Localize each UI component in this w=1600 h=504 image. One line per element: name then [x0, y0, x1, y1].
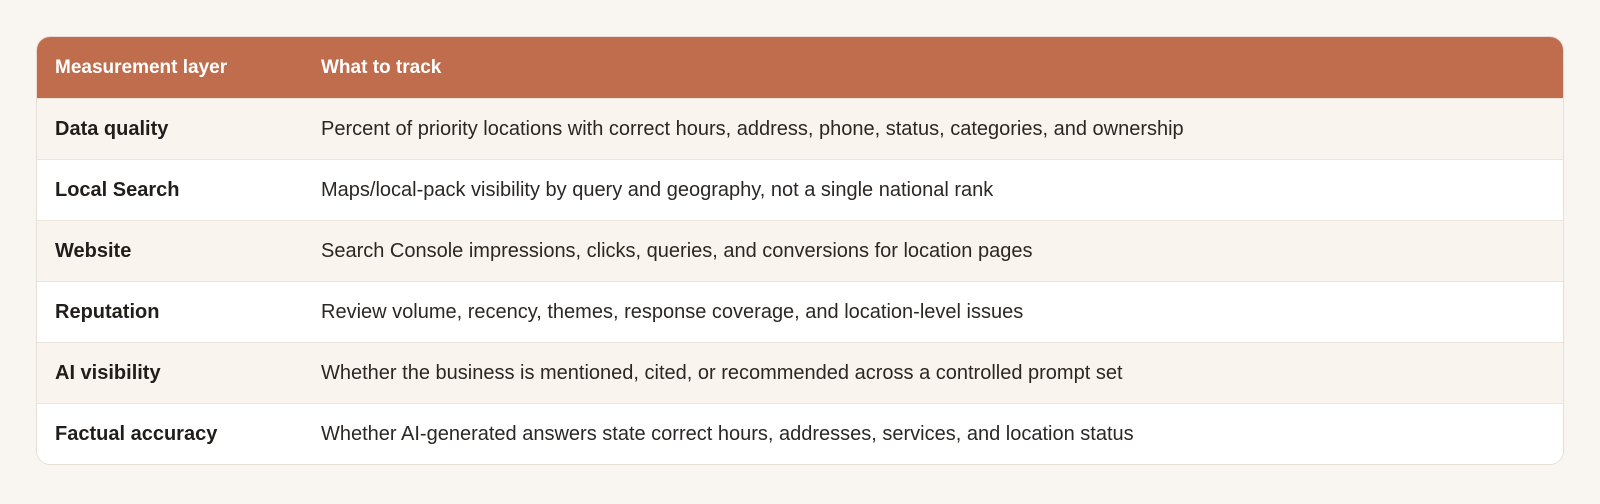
row-track-text: Search Console impressions, clicks, queries, and conversions for location pages	[321, 239, 1033, 262]
row-track-text: Whether the business is mentioned, cited, or recommended across a controlled prompt set	[321, 361, 1123, 384]
row-layer-label: Website	[55, 239, 132, 262]
row-track-text: Review volume, recency, themes, response coverage, and location-level issues	[321, 300, 1024, 323]
row-track-text: Percent of priority locations with correct hours, address, phone, status, categories, and ownership	[321, 117, 1184, 140]
table-row	[37, 159, 1563, 220]
measurement-table	[36, 36, 1564, 465]
row-track-text: Whether AI-generated answers state correct hours, addresses, services, and location status	[321, 422, 1134, 445]
row-layer-label: Factual accuracy	[55, 422, 218, 445]
table-row	[37, 403, 1563, 464]
row-layer-label: Local Search	[55, 178, 180, 201]
row-track-text: Maps/local-pack visibility by query and geography, not a single national rank	[321, 178, 994, 201]
table-row	[37, 220, 1563, 281]
header-measurement-layer: Measurement layer	[55, 56, 228, 78]
row-layer-label: AI visibility	[55, 361, 161, 384]
header-what-to-track: What to track	[321, 56, 442, 78]
table-row	[37, 342, 1563, 403]
row-layer-label: Reputation	[55, 300, 160, 323]
table-header-row	[37, 37, 1563, 98]
table-row	[37, 281, 1563, 342]
row-layer-label: Data quality	[55, 117, 169, 140]
table-row	[37, 98, 1563, 159]
